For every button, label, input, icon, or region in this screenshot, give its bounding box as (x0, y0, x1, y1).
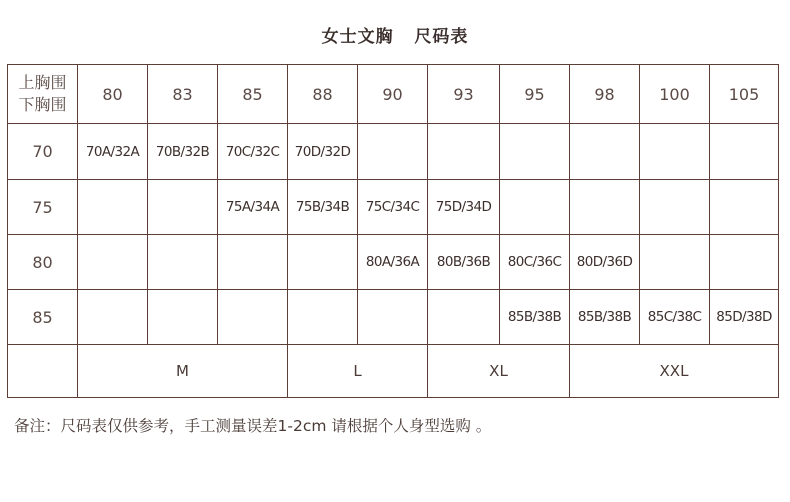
letter-size-xxl: XXL (570, 345, 779, 398)
size-cell (710, 235, 779, 290)
corner-cell (8, 65, 78, 124)
size-cell (78, 290, 148, 345)
footnote: 备注：尺码表仅供参考，手工测量误差1-2cm 请根据个人身型选购 。 (14, 417, 492, 435)
table-row (8, 124, 779, 180)
row-header: 80 (8, 235, 78, 290)
size-cell (148, 235, 218, 290)
size-cell: 70C/32C (218, 124, 288, 180)
column-header: 83 (148, 65, 218, 124)
size-cell: 80B/36B (428, 235, 500, 290)
size-cell: 70D/32D (288, 124, 358, 180)
letter-size-row (8, 345, 779, 398)
size-cell (148, 180, 218, 235)
letter-size-xl: XL (428, 345, 570, 398)
size-cell (640, 235, 710, 290)
size-cell: 75A/34A (218, 180, 288, 235)
upper-bust-label: 上胸围 (18, 73, 67, 92)
size-cell (218, 235, 288, 290)
size-cell: 80C/36C (500, 235, 570, 290)
size-cell (218, 290, 288, 345)
column-header: 88 (288, 65, 358, 124)
size-cell (428, 124, 500, 180)
size-cell (148, 290, 218, 345)
size-cell (500, 180, 570, 235)
size-cell (570, 180, 640, 235)
size-cell (358, 290, 428, 345)
column-header: 100 (640, 65, 710, 124)
size-cell: 85C/38C (640, 290, 710, 345)
size-cell: 75C/34C (358, 180, 428, 235)
size-cell (640, 180, 710, 235)
size-cell (78, 180, 148, 235)
row-header: 85 (8, 290, 78, 345)
size-cell (428, 290, 500, 345)
table-row (8, 180, 779, 235)
size-cell (640, 124, 710, 180)
size-cell: 75D/34D (428, 180, 500, 235)
under-bust-label: 下胸围 (18, 95, 67, 114)
column-header: 80 (78, 65, 148, 124)
column-header: 95 (500, 65, 570, 124)
row-header: 70 (8, 124, 78, 180)
size-chart-table (7, 64, 779, 398)
blank-cell (8, 345, 78, 398)
size-cell: 85B/38B (570, 290, 640, 345)
size-cell (78, 235, 148, 290)
table-row (8, 290, 779, 345)
column-header: 105 (710, 65, 779, 124)
size-cell (710, 124, 779, 180)
size-cell: 75B/34B (288, 180, 358, 235)
size-cell: 70B/32B (148, 124, 218, 180)
table-row (8, 235, 779, 290)
size-cell (570, 124, 640, 180)
column-header: 85 (218, 65, 288, 124)
size-cell (358, 124, 428, 180)
column-header: 98 (570, 65, 640, 124)
header-row (8, 65, 779, 124)
size-cell: 85B/38B (500, 290, 570, 345)
size-cell (710, 180, 779, 235)
page-title: 女士文胸 尺码表 (321, 27, 469, 47)
size-cell (500, 124, 570, 180)
size-cell: 70A/32A (78, 124, 148, 180)
size-cell: 80D/36D (570, 235, 640, 290)
letter-size-m: M (78, 345, 288, 398)
letter-size-l: L (288, 345, 428, 398)
row-header: 75 (8, 180, 78, 235)
column-header: 93 (428, 65, 500, 124)
column-header: 90 (358, 65, 428, 124)
size-cell (288, 235, 358, 290)
size-cell (288, 290, 358, 345)
size-cell: 85D/38D (710, 290, 779, 345)
size-cell: 80A/36A (358, 235, 428, 290)
